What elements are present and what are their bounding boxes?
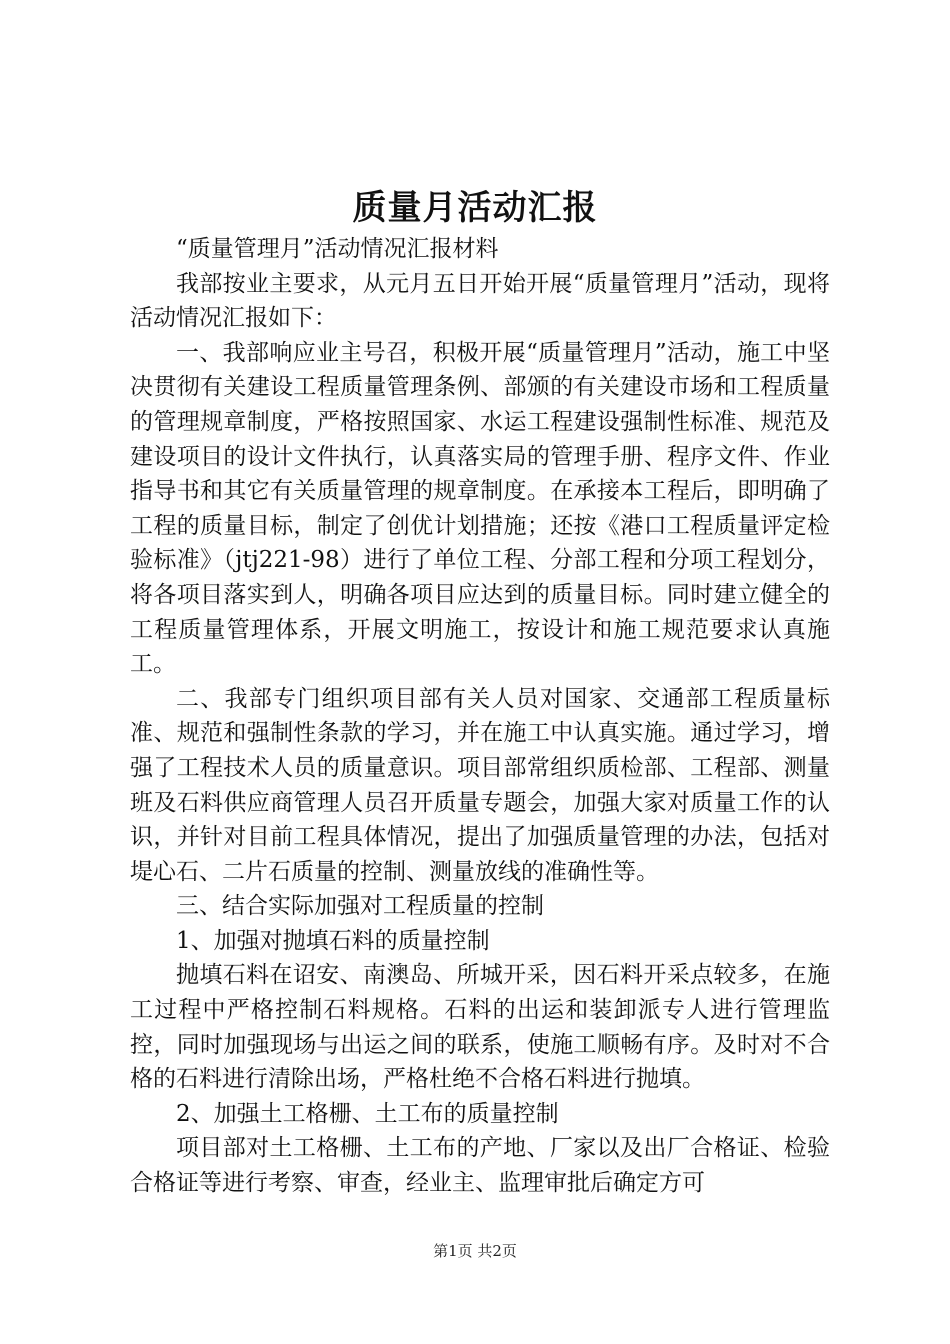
paragraph-intro: 我部按业主要求，从元月五日开始开展“质量管理月”活动，现将活动情况汇报如下： [130, 270, 830, 332]
paragraph-section-1: 一、我部响应业主号召，积极开展“质量管理月”活动，施工中坚决贯彻有关建设工程质量管理条例、部颁的有关建设市场和工程质量的管理规章制度，严格按照国家、水运工程建设强制性标准、规范及建设项目的设计文件执行，认真落实局的管理手册、程序文件、作业指导书和其它有关质量管理的规章制度。在承接本工程后，即明确了工程的质量目标，制定了创优计划措施；还按《港口工程质量评定检验标准》（jtj221-98）进行了单位工程、分部工程和分项工程划分，将各项目落实到人，明确各项目应达到的质量目标。同时建立健全的工程质量管理体系，开展文明施工，按设计和施工规范要求认真施工。 [130, 339, 830, 678]
paragraph-subsection-2: 项目部对土工格栅、土工布的产地、厂家以及出厂合格证、检验合格证等进行考察、审查，经业主、监理审批后确定方可 [130, 1135, 830, 1197]
paragraph-subsection-1: 抛填石料在诏安、南澳岛、所城开采，因石料开采点较多，在施工过程中严格控制石料规格。石料的出运和装卸派专人进行管理监控，同时加强现场与出运之间的联系，使施工顺畅有序。及时对不合格的石料进行清除出场，严格杜绝不合格石料进行抛填。 [130, 962, 830, 1093]
paragraph-section-2: 二、我部专门组织项目部有关人员对国家、交通部工程质量标准、规范和强制性条款的学习，并在施工中认真实施。通过学习，增强了工程技术人员的质量意识。项目部常组织质检部、工程部、测量班及石料供应商管理人员召开质量专题会，加强大家对质量工作的认识，并针对目前工程具体情况，提出了加强质量管理的办法，包括对堤心石、二片石质量的控制、测量放线的准确性等。 [130, 685, 830, 885]
page-number-footer: 第1页 共2页 [433, 1242, 517, 1260]
document-title: 质量月活动汇报 [352, 188, 598, 228]
heading-section-3: 三、结合实际加强对工程质量的控制 [176, 893, 544, 920]
heading-subsection-1: 1、加强对抛填石料的质量控制 [176, 927, 490, 954]
paragraph-subtitle: “质量管理月”活动情况汇报材料 [176, 236, 499, 262]
heading-subsection-2: 2、加强土工格栅、土工布的质量控制 [176, 1100, 559, 1127]
document-body [130, 232, 830, 1201]
